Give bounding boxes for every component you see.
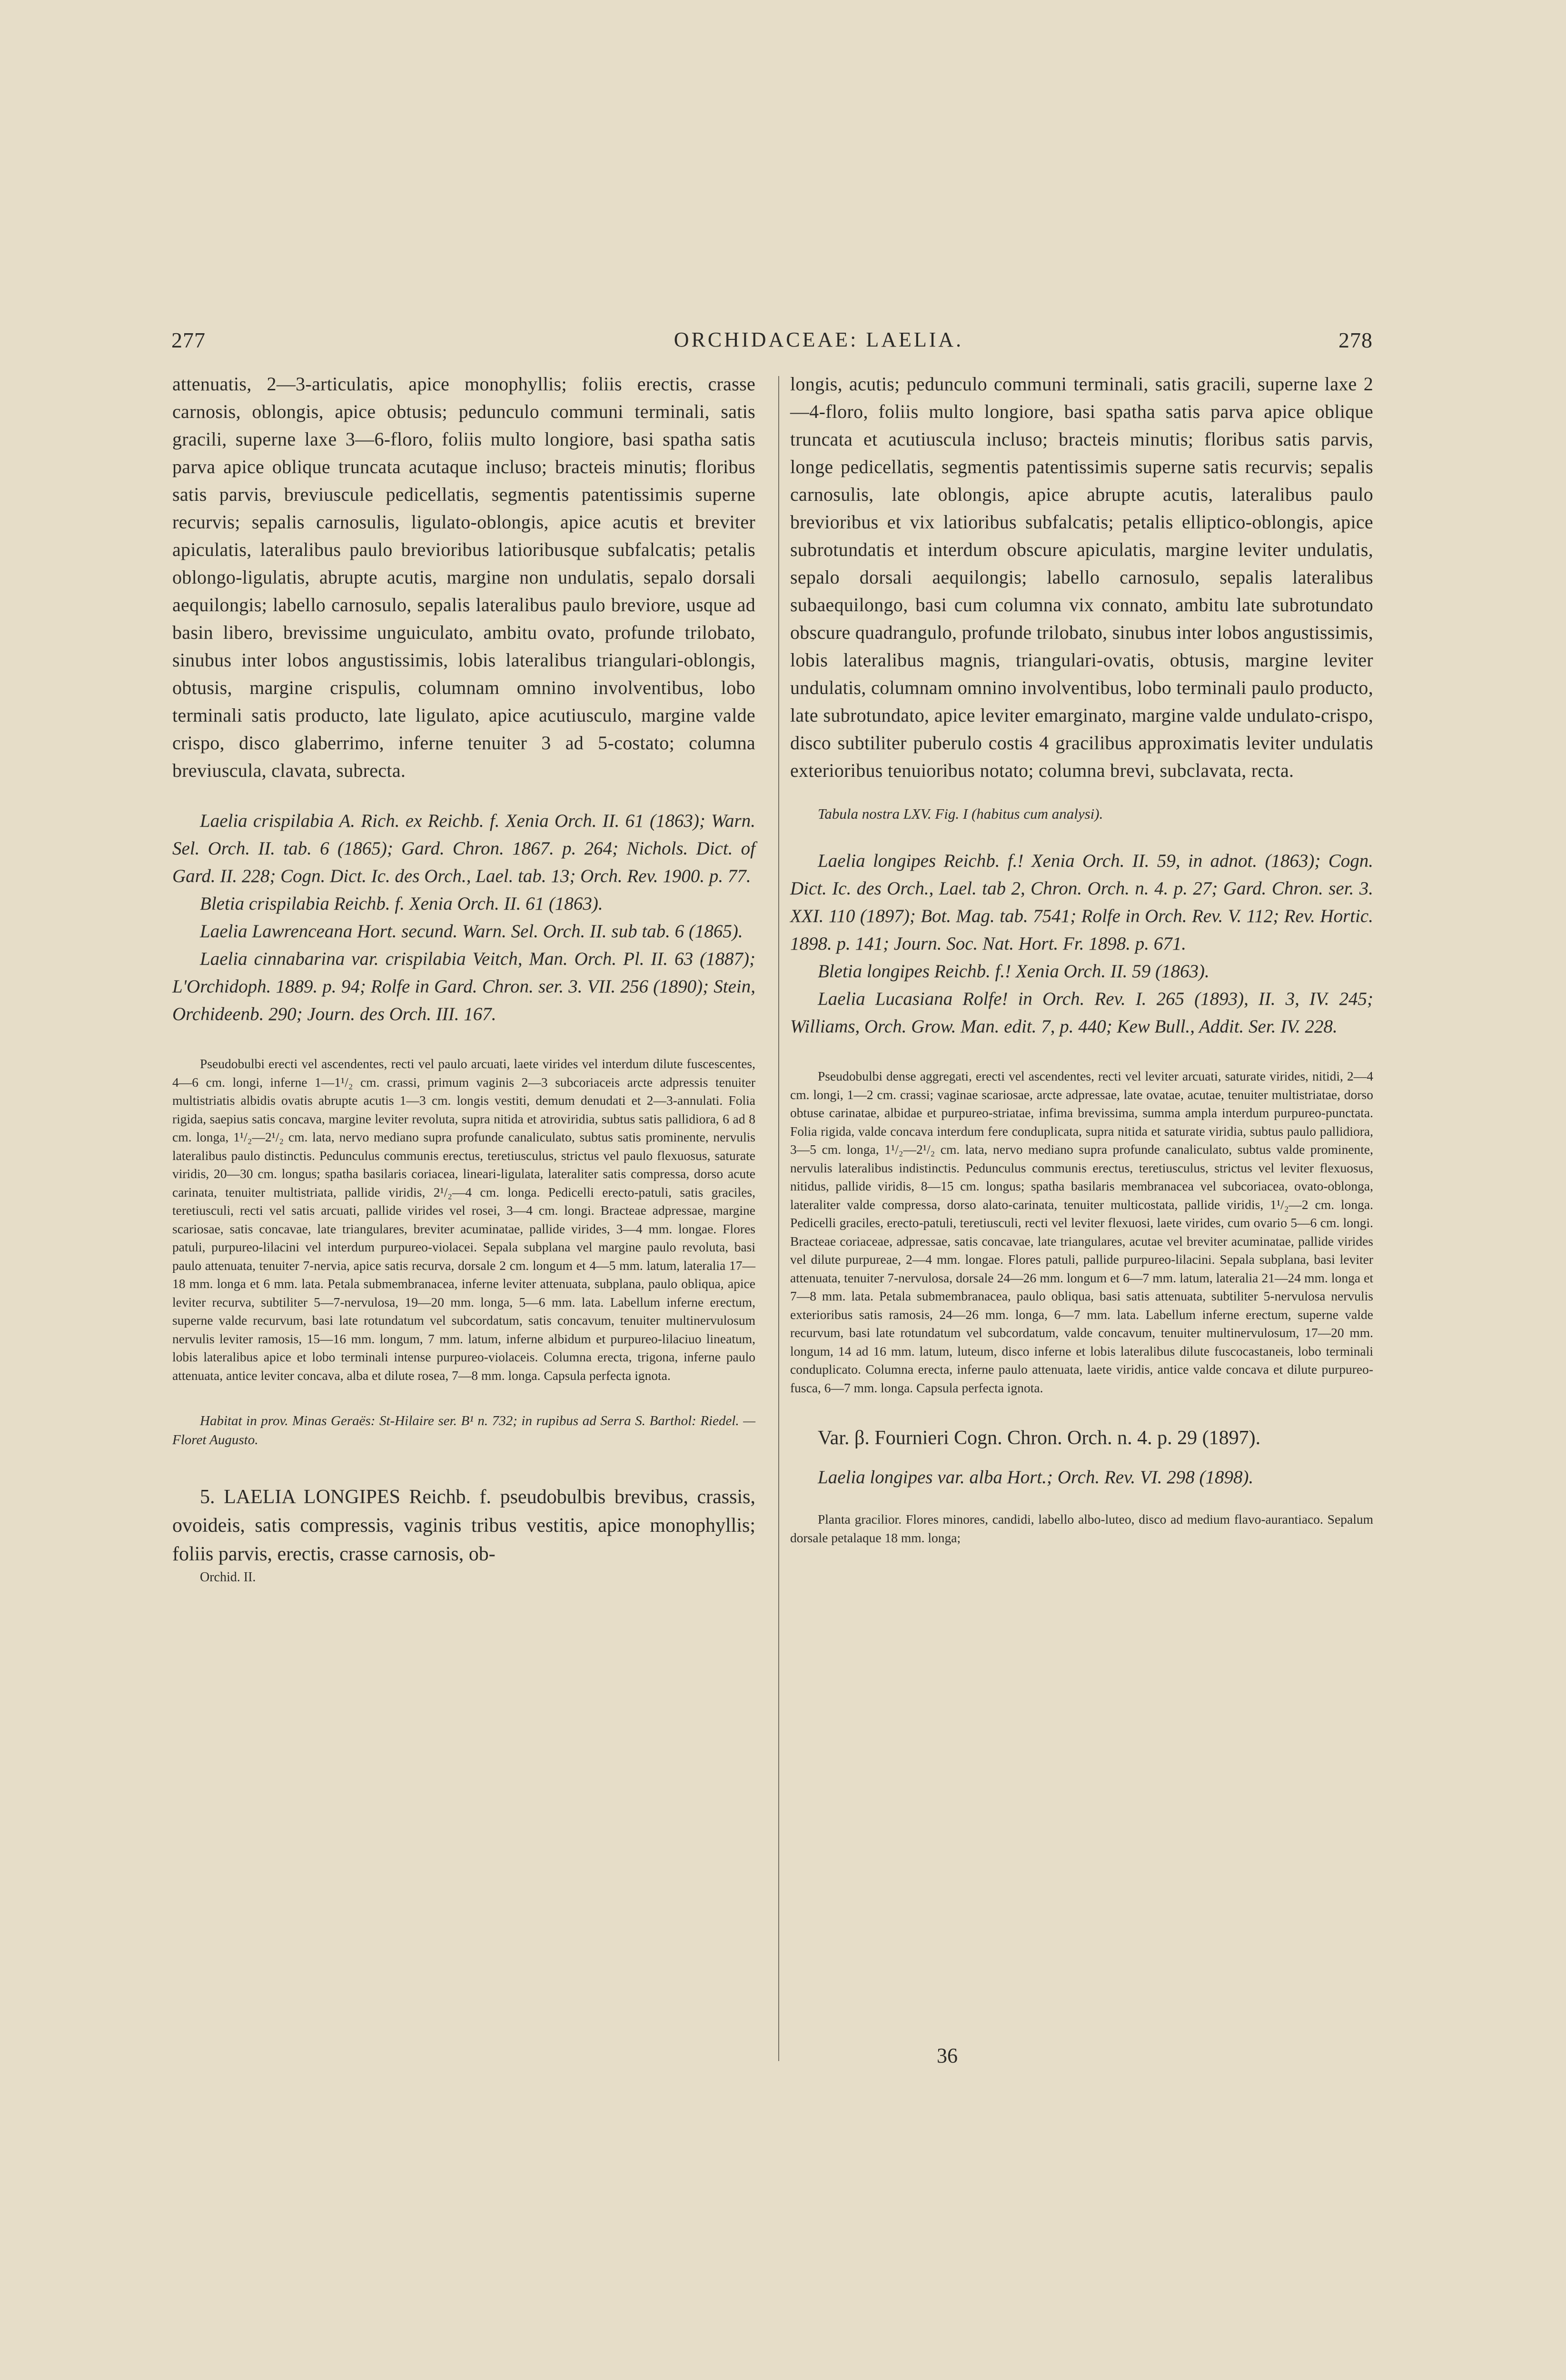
variety-heading: Var. β. Fournieri Cogn. Chron. Orch. n. 4. p. 29 (1897). xyxy=(818,1427,1261,1449)
synonym-entry: Laelia cinnabarina var. crispilabia Veitch, Man. Orch. Pl. II. 63 (1887); L'Orchidoph. 1889. p. 94; Rolfe in Gard. Chron. ser. 3. VII. 256 (1890); Stein, Orchideenb. 290; Journ. des Orch. III. 167. xyxy=(172,949,755,1024)
synonym-entry: Bletia longipes Reichb. f.! Xenia Orch. II. 59 (1863). xyxy=(818,961,1209,982)
page-number-right: 278 xyxy=(1338,328,1373,352)
synonym-entry: Laelia longipes Reichb. f.! Xenia Orch. II. 59, in adnot. (1863); Cogn. Dict. Ic. des Orch., Lael. tab 2, Chron. Orch. n. 4. p. 27; Gard. Chron. ser. 3. XXI. 110 (1897); Bot. Mag. tab. 7541; Rolfe in Orch. Rev. V. 112; Rev. Hortic. 1898. p. 141; Journ. Soc. Nat. Hort. Fr. 1898. p. 671. xyxy=(790,851,1373,954)
variety-synonym: Laelia longipes var. alba Hort.; Orch. Rev. VI. 298 (1898). xyxy=(818,1467,1254,1488)
variety-description: Planta gracilior. Flores minores, candidi, labello albo-luteo, disco ad medium flavo-aurantiaco. Sepalum dorsale petalaque 18 mm. longa; xyxy=(790,1512,1373,1545)
right-description: longis, acutis; pedunculo communi terminali, satis gracili, superne laxe 2—4-floro, foliis multo longiore, basi spatha satis parva apice oblique truncata et acutiuscula incluso; bracteis minutis; floribus satis parvis, longe pedicellatis, segmentis patentissimis superne satis recurvis; sepalis carnosulis, late oblongis, apice abrupte acutis, lateralibus paulo brevioribus et vix latioribus subfalcatis; petalis elliptico-oblongis, apice subrotundatis et interdum obscure apiculatis, margine leviter undulatis, sepalo dorsali aequilongis; labello carnosulo, sepalis lateralibus subaequilongo, basi cum columna vix connato, ambitu late subrotundato obscure quadrangulo, profunde trilobato, sinubus inter lobos angustissimis, lobis lateralibus magnis, triangulari-ovatis, obtusis, margine leviter undulatis, columnam omnino involventibus, lobo terminali paulo producto, late subrotundato, apice leviter emarginato, margine valde undulato-crispo, disco subtiliter puberulo costis 4 gracilibus approximatis leviter undulatis exterioribus tenuioribus notato; columna brevi, subclavata, recta. xyxy=(790,373,1373,781)
synonym-entry: Laelia crispilabia A. Rich. ex Reichb. f. Xenia Orch. II. 61 (1863); Warn. Sel. Orch. II. tab. 6 (1865); Gard. Chron. 1867. p. 264; Nichols. Dict. of Gard. II. 228; Cogn. Dict. Ic. des Orch., Lael. tab. 13; Orch. Rev. 1900. p. 77. xyxy=(172,811,755,886)
column-divider xyxy=(778,376,779,2061)
plate-reference: Tabula nostra LXV. Fig. I (habitus cum analysi). xyxy=(818,805,1103,822)
synonym-entry: Laelia Lawrenceana Hort. secund. Warn. Sel. Orch. II. sub tab. 6 (1865). xyxy=(200,921,743,942)
page-number-left: 277 xyxy=(171,328,206,352)
left-synonymy xyxy=(172,807,755,1028)
right-synonymy xyxy=(790,847,1373,1041)
left-description: attenuatis, 2—3-articulatis, apice monophyllis; foliis erectis, crasse carnosis, oblongis, apice obtusis; pedunculo communi terminali, satis gracili, superne laxe 3—6-floro, foliis multo longiore, basi spatha satis parva apice oblique truncata acutaque incluso; bracteis minutis; floribus satis parvis, breviuscule pedicellatis, segmentis patentissimis superne recurvis; sepalis carnosulis, ligulato-oblongis, apice acutis et breviter apiculatis, lateralibus paulo brevioribus latioribusque subfalcatis; petalis oblongo-ligulatis, abrupte acutis, margine non undulatis, sepalo dorsali aequilongis; labello carnosulo, sepalis lateralibus paulo breviore, usque ad basin libero, brevissime unguiculato, ambitu ovato, profunde trilobato, sinubus inter lobos angustissimis, lobis lateralibus triangulari-oblongis, obtusis, margine crispulis, columnam omnino involventibus, lobo terminali satis producto, late ligulato, apice acutiusculo, margine valde crispo, disco glaberrimo, inferne tenuiter 3 ad 5-costato; columna breviuscula, clavata, subrecta. xyxy=(172,373,755,781)
synonym-entry: Laelia Lucasiana Rolfe! in Orch. Rev. I. 265 (1893), II. 3, IV. 245; Williams, Orch. Grow. Man. edit. 7, p. 440; Kew Bull., Addit. Ser. IV. 228. xyxy=(790,989,1373,1037)
left-detailed-description: Pseudobulbi erecti vel ascendentes, recti vel paulo arcuati, laete virides vel interdum dilute fuscescentes, 4—6 cm. longi, inferne 1—1¹/₂ cm. crassi, primum vaginis 2—3 subcoriaceis arcte adpressis tenuiter multistriatis albidis ovatis abrupte acutis 1—3 cm. longis vestiti, demum denudati et 2—3-annulati. Folia rigida, saepius satis concava, margine leviter revoluta, supra nitida et atroviridia, subtus satis pallidiora, 6 ad 8 cm. longa, 1¹/₂—2¹/₂ cm. lata, nervo mediano supra profunde canaliculato, subtus satis prominente, nervulis lateralibus paulo distinctis. Pedunculus communis erectus, teretiusculus, strictus vel paulo flexuosus, saturate viridis, 20—30 cm. longus; spatha basilaris coriacea, lineari-ligulata, lateraliter satis compressa, dorso acute carinata, tenuiter multistriata, pallide viridis, 2¹/₂—4 cm. longa. Pedicelli erecto-patuli, satis graciles, teretiusculi, recti vel satis arcuati, pallide virides vel rosei, 3—4 cm. longi. Bracteae adpressae, margine scariosae, satis concavae, late triangulares, breviter acuminatae, pallide virides, 3—4 mm. longae. Flores patuli, purpureo-lilacini vel interdum purpureo-violacei. Sepala subplana vel margine paulo revoluta, basi paulo attenuata, tenuiter 7-nervia, apice satis recurva, dorsale 2 cm. longum et 4—5 mm. latum, lateralia 17—18 mm. longa et 6 mm. lata. Petala submembranacea, inferne leviter attenuata, subplana, paulo obliqua, apice leviter recurva, subtiliter 5—7-nervulosa, 19—20 mm. longa, 5—6 mm. lata. Labellum inferne erectum, superne valde recurvum, basi late rotundatum vel subcordatum, satis concavum, tenuiter multinervulosum nervulis leviter ramosis, 15—16 mm. longum, 7 mm. latum, inferne albidum et purpureo-lilaciuo lineatum, lobis lateralibus apice et lobo terminali intense purpureo-violaceis. Columna erecta, trigona, inferne paulo attenuata, antice leviter concava, alba et dilute rosea, 7—8 mm. longa. Capsula perfecta ignota. xyxy=(172,1056,755,1383)
left-column xyxy=(172,370,755,1587)
species-heading: 5. LAELIA LONGIPES Reichb. f. pseudobulbis brevibus, crassis, ovoideis, satis compressis, vaginis tribus vestitis, apice monophyllis; foliis parvis, erectis, crasse carnosis, ob- xyxy=(172,1486,755,1565)
synonym-entry: Bletia crispilabia Reichb. f. Xenia Orch. II. 61 (1863). xyxy=(200,893,603,914)
right-detailed-description: Pseudobulbi dense aggregati, erecti vel ascendentes, recti vel leviter arcuati, saturate virides, nitidi, 2—4 cm. longi, 1—2 cm. crassi; vaginae scariosae, arcte adpressae, late ovatae, acutae, tenuiter multistriatae, dorso obtuse carinatae, albidae et purpureo-striatae, infima brevissima, summa ampla interdum purpureo-punctata. Folia rigida, valde concava interdum fere conduplicata, supra nitida et saturate viridia, subtus paulo pallidiora, 3—5 cm. longa, 1¹/₂—2¹/₂ cm. lata, nervo mediano supra profunde canaliculato, subtus valde prominente, nervulis lateralibus indistinctis. Pedunculus communis erectus, teretiusculus, strictus vel leviter flexuosus, nitidus, pallide viridis, 8—15 cm. longus; spatha basilaris membranacea vel subcoriacea, ovato-oblonga, lateraliter valde compressa, dorso alato-carinata, tenuiter multicostata, pallide viridis, 1¹/₂—2 cm. longa. Pedicelli graciles, erecto-patuli, teretiusculi, recti vel leviter flexuosi, laete virides, cum ovario 5—6 cm. longi. Bracteae coriaceae, adpressae, satis concavae, late triangulares, acutae vel breviter acuminatae, pallide virides vel dilute purpureae, 2—4 mm. longae. Flores patuli, pallide purpureo-lilacini. Sepala subplana, basi leviter attenuata, tenuiter 7-nervulosa, dorsale 24—26 mm. longum et 6—7 mm. latum, lateralia 21—24 mm. longa et 7—8 mm. lata. Petala submembranacea, paulo obliqua, basi satis attenuata, subtiliter 5-nervulosa nervulis exterioribus satis ramosis, 24—26 mm. longa, 6—7 mm. lata. Labellum inferne erectum, superne valde recurvum, basi late rotundatum vel subcordatum, valde concavum, tenuiter multinervulosum, 17—20 mm. longum, 14 ad 16 mm. latum, luteum, disco inferne et lobis lateralibus dilute fuscocastaneis, lobo terminali conduplicato. Columna erecta, inferne paulo attenuata, laete viridis, antice valde concava et dilute purpureo-fusca, 6—7 mm. longa. Capsula perfecta ignota. xyxy=(790,1069,1373,1395)
left-habitat: Habitat in prov. Minas Geraës: St-Hilaire ser. B¹ n. 732; in rupibus ad Serra S. Barthol: Riedel. — Floret Augusto. xyxy=(172,1413,755,1448)
sheet-signature: Orchid. II. xyxy=(200,1570,256,1585)
right-column xyxy=(790,370,1373,1547)
sheet-number: 36 xyxy=(937,2044,958,2067)
running-title: ORCHIDACEAE: LAELIA. xyxy=(674,328,964,351)
